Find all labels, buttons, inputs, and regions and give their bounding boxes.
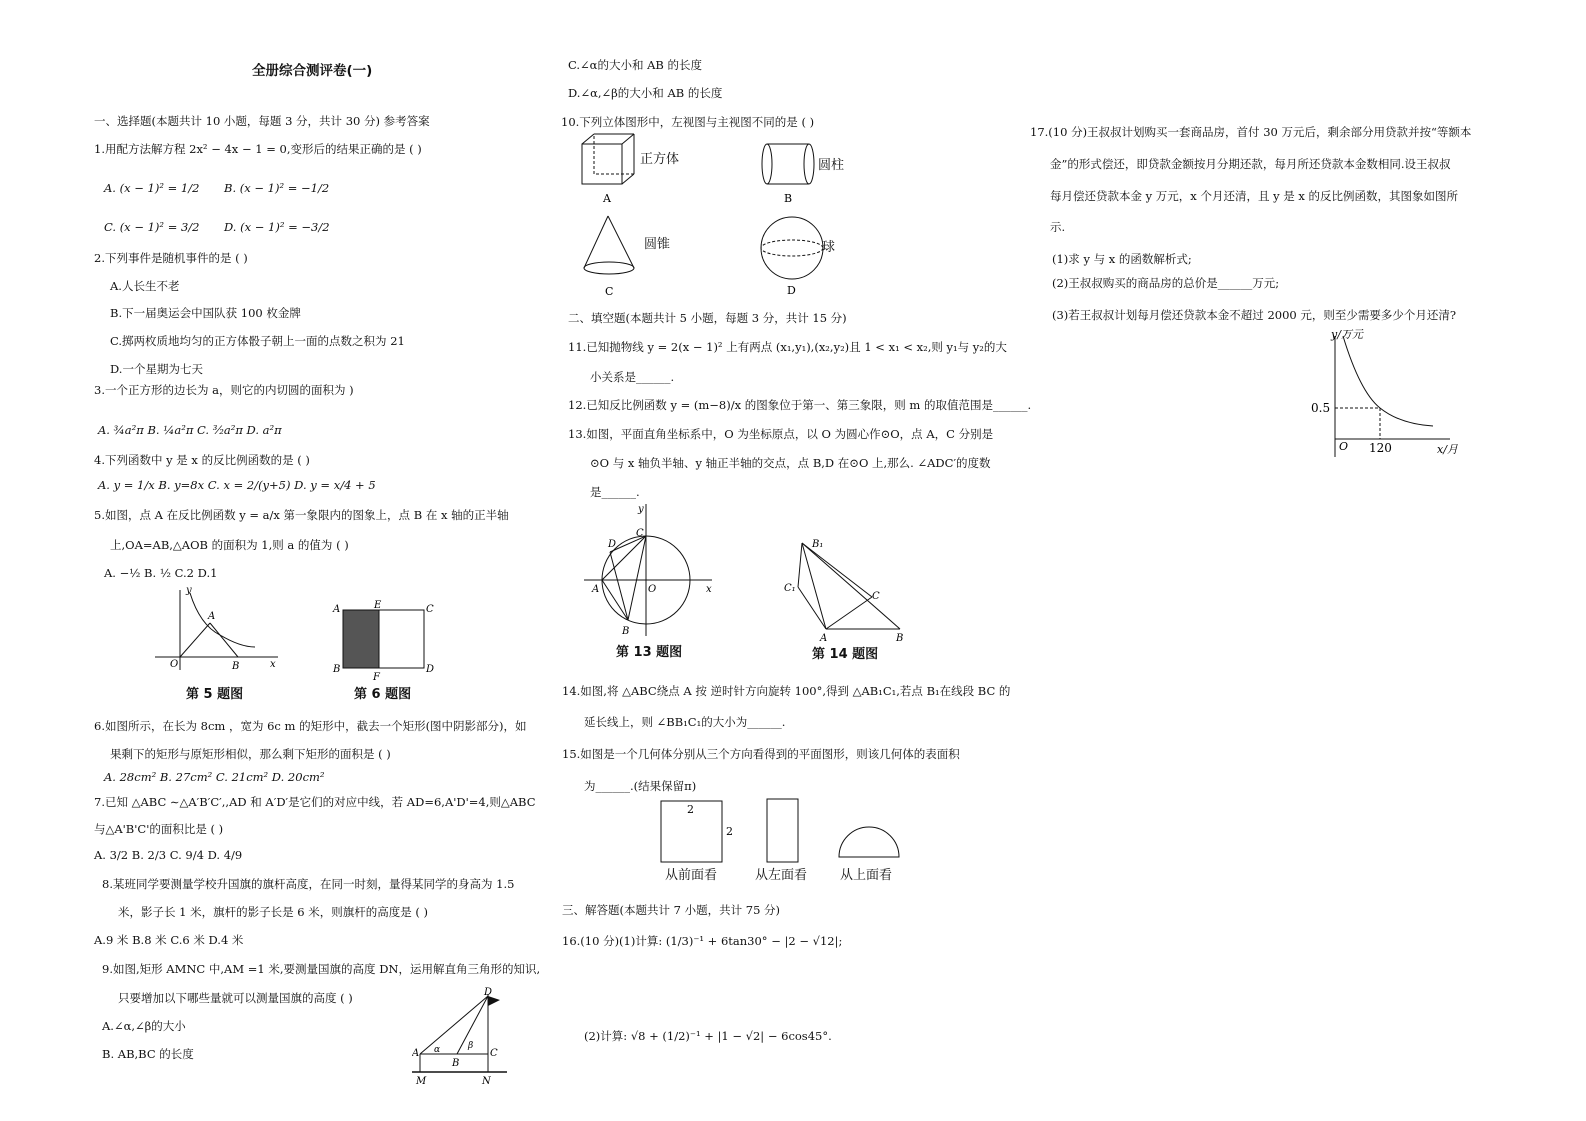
question-16-part2: (2)计算: √8 + (1/2)⁻¹ + |1 − √2| − 6cos45°. xyxy=(584,1029,832,1043)
svg-text:C: C xyxy=(426,604,434,615)
q10-solids-figure xyxy=(572,130,862,300)
question-17-part1: (1)求 y 与 x 的函数解析式; xyxy=(1052,252,1192,266)
svg-text:A: A xyxy=(208,611,216,622)
figure-9 xyxy=(412,986,512,1086)
q2-option-b: B.下一届奥运会中国队获 100 枚金牌 xyxy=(110,306,301,320)
svg-text:N: N xyxy=(482,1076,491,1086)
q2-option-c: C.掷两枚质地均匀的正方体骰子朝上一面的点数之积为 21 xyxy=(110,334,405,348)
figure-14-caption: 第 14 题图 xyxy=(812,647,879,662)
q5-options: A. −½ B. ½ C.2 D.1 xyxy=(104,566,218,580)
graph-origin: O xyxy=(1339,440,1349,453)
svg-text:O: O xyxy=(170,659,179,670)
question-1: 1.用配方法解方程 2x² − 4x − 1 = 0,变形后的结果正确的是 ( ) xyxy=(94,142,422,156)
figure-13 xyxy=(580,500,720,640)
svg-text:B: B xyxy=(232,661,240,672)
question-11-line1: 11.已知抛物线 y = 2(x − 1)² 上有两点 (x₁,y₁),(x₂,y₂)且 1 < x₁ < x₂,则 y₁与 y₂的大 xyxy=(568,340,1007,354)
question-15-line1: 15.如图是一个几何体分别从三个方向看得到的平面图形，则该几何体的表面积 xyxy=(562,747,960,761)
question-14-line1: 14.如图,将 △ABC绕点 A 按 逆时针方向旋转 100°,得到 △AB₁C₁,若点 B₁在线段 BC 的 xyxy=(562,684,1011,698)
question-8-line1: 8.某班同学要测量学校升国旗的旗杆高度，在同一时刻，量得某同学的身高为 1.5 xyxy=(102,877,515,891)
q3-options: A. ¾a²π B. ¼a²π C. ³⁄₂a²π D. a²π xyxy=(98,423,282,437)
graph-x-label: x/月 xyxy=(1437,443,1458,456)
svg-text:B: B xyxy=(622,626,630,637)
q1-option-b: B. (x − 1)² = −1/2 xyxy=(224,181,330,195)
q6-options: A. 28cm² B. 27cm² C. 21cm² D. 20cm² xyxy=(104,770,325,784)
question-6-line1: 6.如图所示，在长为 8cm ，宽为 6c m 的矩形中，截去一个矩形(图中阴影部分)，如 xyxy=(94,719,527,733)
svg-text:D: D xyxy=(426,664,435,675)
figure-14 xyxy=(780,535,910,645)
view-front-caption: 从前面看 xyxy=(665,868,718,883)
svg-text:y: y xyxy=(638,504,644,515)
svg-text:A: A xyxy=(820,633,828,644)
question-11-line2: 小关系是______. xyxy=(590,370,675,384)
q9-option-c: C.∠α的大小和 AB 的长度 xyxy=(568,58,703,72)
q17-graph xyxy=(1305,322,1475,464)
label-cube: 正方体 xyxy=(640,152,680,167)
question-5-line2: 上,OA=AB,△AOB 的面积为 1,则 a 的值为 ( ) xyxy=(110,538,349,552)
page-title: 全册综合测评卷(一) xyxy=(252,63,373,79)
label-cylinder: 圆柱 xyxy=(818,158,845,173)
question-3: 3.一个正方形的边长为 a，则它的内切圆的面积为 ) xyxy=(94,383,354,397)
view-left-caption: 从左面看 xyxy=(755,868,808,883)
svg-text:D: D xyxy=(484,987,493,998)
svg-text:M: M xyxy=(416,1076,427,1086)
question-17-line1: 17.(10 分)王叔叔计划购买一套商品房，首付 30 万元后，剩余部分用贷款并按“等额本 xyxy=(1030,125,1472,139)
question-17-line3: 每月偿还贷款本金 y 万元，x 个月还清，且 y 是 x 的反比例函数，其图象如图所 xyxy=(1050,189,1459,203)
q2-option-a: A.人长生不老 xyxy=(110,279,180,293)
svg-text:B: B xyxy=(333,664,341,675)
svg-text:y: y xyxy=(186,585,192,596)
question-17-line4: 示. xyxy=(1050,220,1066,234)
q9-option-a: A.∠α,∠β的大小 xyxy=(102,1019,186,1033)
figure-6-caption: 第 6 题图 xyxy=(354,687,412,702)
label-cone: 圆锥 xyxy=(644,237,671,252)
svg-text:O: O xyxy=(648,584,657,595)
q15-views-figure xyxy=(655,795,915,867)
svg-text:A: A xyxy=(333,604,341,615)
view-top-caption: 从上面看 xyxy=(840,868,893,883)
graph-x-tick: 120 xyxy=(1369,441,1392,455)
question-17-part2: (2)王叔叔购买的商品房的总价是______万元; xyxy=(1052,276,1280,290)
question-17-part3: (3)若王叔叔计划每月偿还贷款本金不超过 2000 元，则至少需要多少个月还清? xyxy=(1052,308,1457,322)
question-5-line1: 5.如图，点 A 在反比例函数 y = a/x 第一象限内的图象上，点 B 在 x 轴的正半轴 xyxy=(94,508,509,522)
figure-5-caption: 第 5 题图 xyxy=(186,687,244,702)
figure-5 xyxy=(150,585,285,675)
svg-text:2: 2 xyxy=(726,825,733,838)
graph-y-tick: 0.5 xyxy=(1311,401,1331,415)
question-6-line2: 果剩下的矩形与原矩形相似，那么剩下矩形的面积是 ( ) xyxy=(110,747,391,761)
svg-text:β: β xyxy=(468,1041,474,1051)
q1-option-d: D. (x − 1)² = −3/2 xyxy=(224,220,330,234)
question-13-line2: ⊙O 与 x 轴负半轴、y 轴正半轴的交点，点 B,D 在⊙O 上,那么. ∠ADC′的度数 xyxy=(590,456,991,470)
svg-text:C: C xyxy=(490,1048,498,1059)
svg-text:C: C xyxy=(636,528,644,539)
question-10: 10.下列立体图形中，左视图与主视图不同的是 ( ) xyxy=(561,115,815,129)
svg-text:E: E xyxy=(374,600,382,611)
svg-text:B₁: B₁ xyxy=(812,539,824,550)
svg-text:B: B xyxy=(896,633,904,644)
question-15-line2: 为______.(结果保留π) xyxy=(584,779,697,793)
q1-option-a: A. (x − 1)² = 1/2 xyxy=(104,181,200,195)
svg-text:B: B xyxy=(784,192,793,205)
svg-text:C₁: C₁ xyxy=(784,583,796,594)
graph-y-label: y/万元 xyxy=(1331,328,1363,341)
question-8-line2: 米，影子长 1 米，旗杆的影子长是 6 米，则旗杆的高度是 ( ) xyxy=(118,905,429,919)
q9-option-b: B. AB,BC 的长度 xyxy=(102,1047,194,1061)
question-9-line1: 9.如图,矩形 AMNC 中,AM =1 米,要测量国旗的高度 DN，运用解直角三角形的知识, xyxy=(102,962,541,976)
question-14-line2: 延长线上，则 ∠BB₁C₁的大小为______. xyxy=(584,715,786,729)
q7-options: A. 3/2 B. 2/3 C. 9/4 D. 4/9 xyxy=(94,848,243,862)
svg-text:F: F xyxy=(373,672,380,680)
svg-text:A: A xyxy=(603,192,611,205)
q8-options: A.9 米 B.8 米 C.6 米 D.4 米 xyxy=(94,933,244,947)
svg-text:D: D xyxy=(787,284,796,297)
q2-option-d: D.一个星期为七天 xyxy=(110,362,203,376)
question-13-line3: 是______. xyxy=(590,485,640,499)
svg-text:x: x xyxy=(706,584,712,595)
figure-13-caption: 第 13 题图 xyxy=(616,645,683,660)
svg-text:D: D xyxy=(608,539,617,550)
question-12: 12.已知反比例函数 y = (m−8)/x 的图象位于第一、第三象限，则 m 的取值范围是______. xyxy=(568,398,1032,412)
question-17-line2: 金”的形式偿还，即贷款金额按月分期还款，每月所还贷款本金数相同.设王叔叔 xyxy=(1050,157,1451,171)
section-1-heading: 一、选择题(本题共计 10 小题，每题 3 分，共计 30 分) 参考答案 xyxy=(94,114,430,128)
question-2: 2.下列事件是随机事件的是 ( ) xyxy=(94,251,248,265)
label-sphere: 球 xyxy=(822,240,836,255)
svg-text:x: x xyxy=(270,659,276,670)
q4-options: A. y = 1/x B. y=8x C. x = 2/(y+5) D. y = x/4 + 5 xyxy=(98,478,376,492)
section-2-heading: 二、填空题(本题共计 5 小题，每题 3 分，共计 15 分) xyxy=(568,311,847,325)
svg-text:C: C xyxy=(872,591,880,602)
svg-text:A: A xyxy=(412,1048,420,1059)
svg-text:α: α xyxy=(434,1045,441,1055)
q1-option-c: C. (x − 1)² = 3/2 xyxy=(104,220,200,234)
question-16-part1: 16.(10 分)(1)计算: (1/3)⁻¹ + 6tan30° − |2 − √12|; xyxy=(562,934,843,948)
svg-text:B: B xyxy=(452,1058,460,1069)
question-9-line2: 只要增加以下哪些量就可以测量国旗的高度 ( ) xyxy=(118,991,353,1005)
svg-text:C: C xyxy=(605,285,614,298)
figure-6 xyxy=(330,598,440,680)
svg-text:A: A xyxy=(592,584,600,595)
q9-option-d: D.∠α,∠β的大小和 AB 的长度 xyxy=(568,86,723,100)
svg-text:2: 2 xyxy=(687,803,694,816)
section-3-heading: 三、解答题(本题共计 7 小题，共计 75 分) xyxy=(562,903,781,917)
question-7-line1: 7.已知 △ABC ∼△A′B′C′,,AD 和 A′D′是它们的对应中线，若 AD=6,A'D'=4,则△ABC xyxy=(94,795,536,809)
question-7-line2: 与△A'B'C'的面积比是 ( ) xyxy=(94,822,224,836)
question-4: 4.下列函数中 y 是 x 的反比例函数的是 ( ) xyxy=(94,453,310,467)
question-13-line1: 13.如图，平面直角坐标系中，O 为坐标原点，以 O 为圆心作⊙O，点 A，C 分别是 xyxy=(568,427,994,441)
